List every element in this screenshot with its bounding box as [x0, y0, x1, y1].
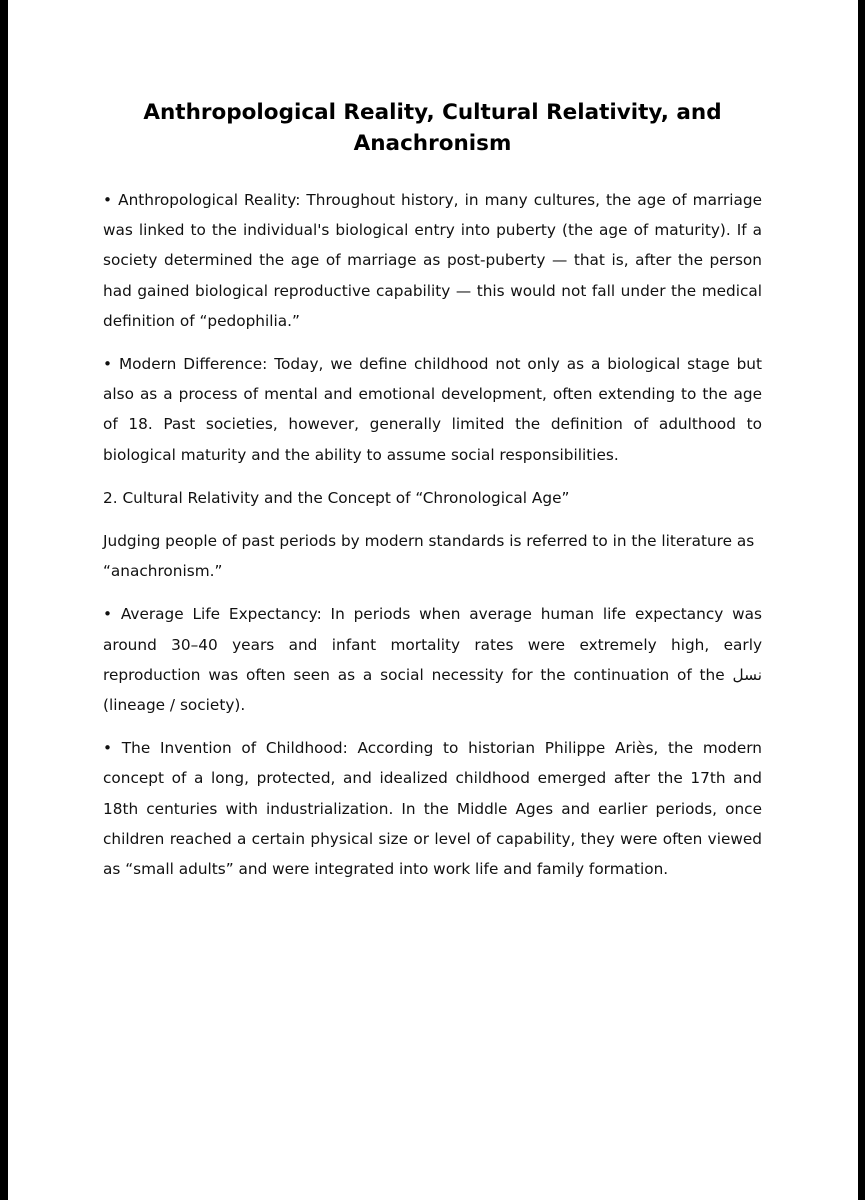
paragraph-anthropological-reality: • Anthropological Reality: Throughout history, in many cultures, the age of marriage was linked to the individual's biological entry into puberty (the age of maturity). If a society determined the age of marriage as post-puberty — that is, after the person had gained biological reproductive capability — this would not fall under the medical definition of “pedophilia.”	[103, 191, 762, 330]
document-page	[8, 0, 858, 1200]
paragraph-modern-difference: • Modern Difference: Today, we define childhood not only as a biological stage but also as a process of mental and emotional development, often extending to the age of 18. Past societies, however, generally limited the definition of adulthood to biological maturity and the ability to assume social responsibilities.	[103, 355, 762, 464]
paragraph-invention-of-childhood: • The Invention of Childhood: According to historian Philippe Ariès, the modern concept of a long, protected, and idealized childhood emerged after the 17th and 18th centuries with industrialization. In the Middle Ages and earlier periods, once children reached a certain physical size or level of capability, they were often viewed as “small adults” and were integrated into work life and family formation.	[103, 739, 762, 879]
paragraph-average-life-expectancy: • Average Life Expectancy: In periods when average human life expectancy was around 30–40 years and infant mortality rates were extremely high, early reproduction was often seen as a social necessity for the continuation of the نسل (lineage / society).	[103, 605, 762, 715]
document-title: Anthropological Reality, Cultural Relativity, and Anachronism	[143, 100, 722, 156]
section-heading-cultural-relativity: 2. Cultural Relativity and the Concept of “Chronological Age”	[103, 488, 570, 507]
paragraph-anachronism: Judging people of past periods by modern standards is referred to in the literature as “anachronism.”	[103, 532, 755, 581]
